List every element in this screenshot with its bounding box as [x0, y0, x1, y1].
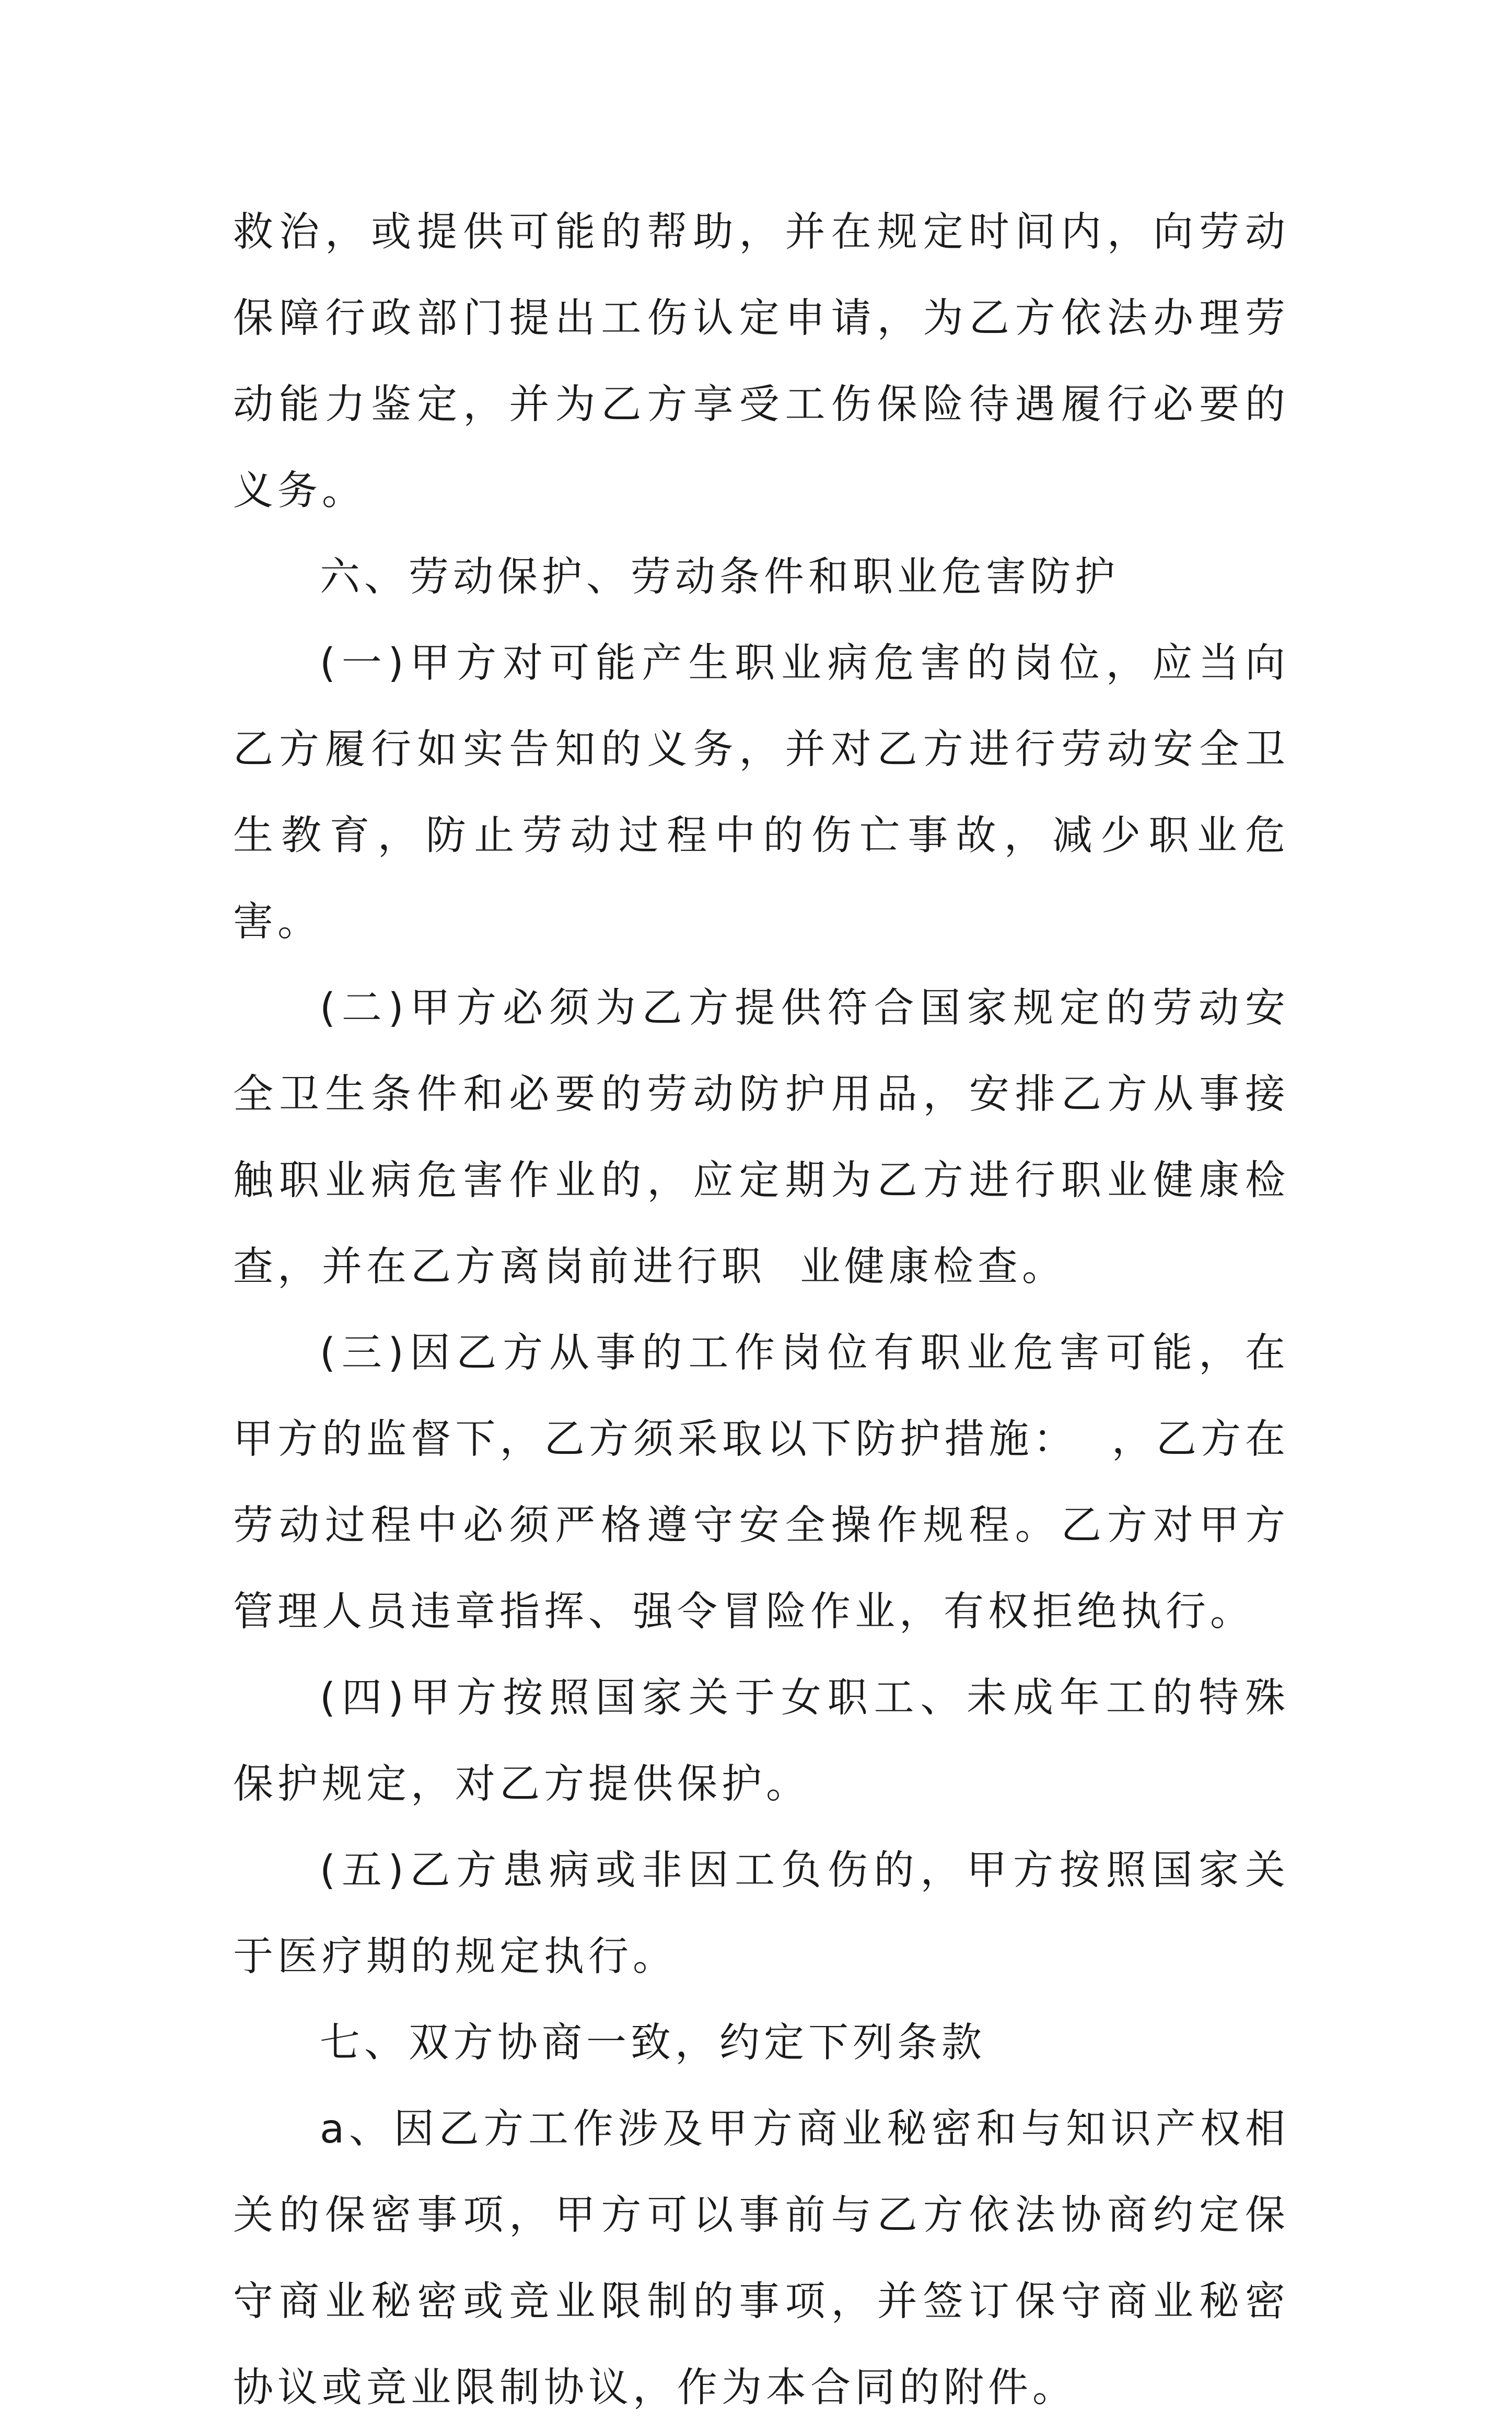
clause-3-protective-measures: (三)因乙方从事的工作岗位有职业危害可能，在甲方的监督下，乙方须采取以下防护措施： ，乙方在劳动过程中必须严格遵守安全操作规程。乙方对甲方管理人员违章指挥、强令冒险作业，有权拒绝执行。	[233, 1330, 1289, 1635]
clause-1-occupational-hazard-notice: (一)甲方对可能产生职业病危害的岗位，应当向乙方履行如实告知的义务，并对乙方进行劳动安全卫生教育，防止劳动过程中的伤亡事故，减少职业危害。	[233, 640, 1289, 945]
clause-5-medical-period: (五)乙方患病或非因工负伤的，甲方按照国家关于医疗期的规定执行。	[233, 1847, 1289, 1980]
document-body	[233, 189, 1307, 2431]
section-heading-agreed-terms: 七、双方协商一致，约定下列条款	[320, 2020, 986, 2066]
paragraph-injury-continuation: 救治，或提供可能的帮助，并在规定时间内，向劳动保障行政部门提出工伤认定申请，为乙方依法办理劳动能力鉴定，并为乙方享受工伤保险待遇履行必要的义务。	[233, 209, 1289, 514]
section-heading-labor-protection: 六、劳动保护、劳动条件和职业危害防护	[320, 554, 1119, 600]
clause-a-confidentiality: a、因乙方工作涉及甲方商业秘密和与知识产权相关的保密事项，甲方可以事前与乙方依法协商约定保守商业秘密或竞业限制的事项，并签订保守商业秘密 协议或竞业限制协议，作为本合同的附件。	[233, 2106, 1307, 2411]
clause-4-special-protection: (四)甲方按照国家关于女职工、未成年工的特殊保护规定，对乙方提供保护。	[233, 1675, 1289, 1808]
clause-2-safety-conditions: (二)甲方必须为乙方提供符合国家规定的劳动安全卫生条件和必要的劳动防护用品，安排乙方从事接触职业病危害作业的，应定期为乙方进行职业健康检查，并在乙方离岗前进行职 业健康检查。	[233, 985, 1289, 1290]
